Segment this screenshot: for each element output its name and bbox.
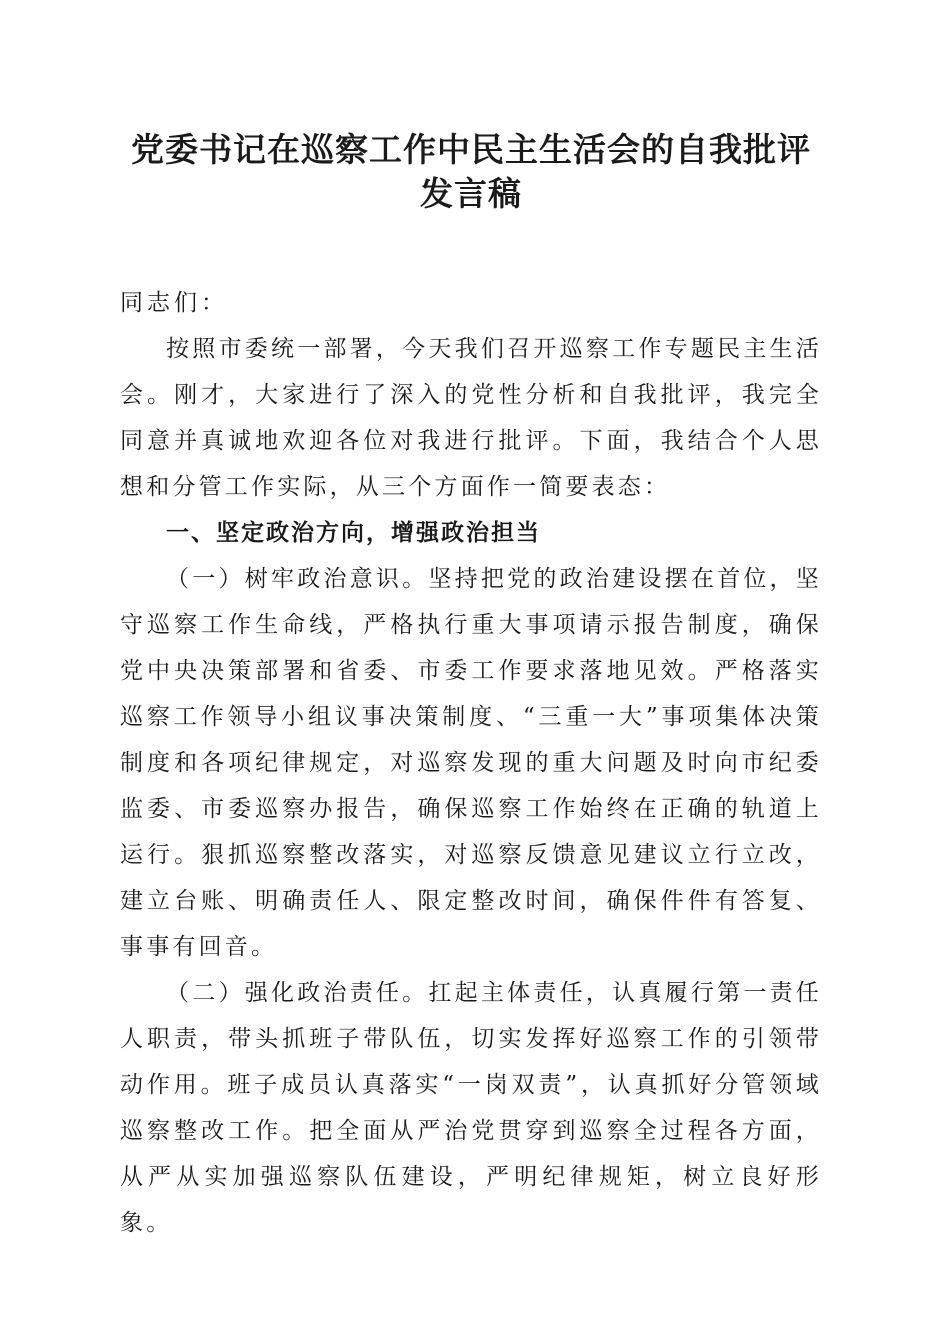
subsection-1-paragraph xyxy=(120,556,822,970)
subsection-2-lead: （二）强化政治责任。 xyxy=(166,980,429,1006)
subsection-1-lead: （一）树牢政治意识。 xyxy=(166,566,429,592)
section-1-heading: 一、坚定政治方向，增强政治担当 xyxy=(166,520,541,546)
title-line-2: 发言稿 xyxy=(420,174,522,213)
subsection-2-body: 扛起主体责任，认真履行第一责任人职责，带头抓班子带队伍，切实发挥好巡察工作的引领带动作用。班子成员认真落实“一岗双责”，认真抓好分管领域巡察整改工作。把全面从严治党贯穿到巡察全过程各方面，从严从实加强巡察队伍建设，严明纪律规矩，树立良好形象。 xyxy=(120,980,823,1236)
document-page xyxy=(120,128,822,1246)
intro-paragraph: 按照市委统一部署，今天我们召开巡察工作专题民主生活会。刚才，大家进行了深入的党性分析和自我批评，我完全同意并真诚地欢迎各位对我进行批评。下面，我结合个人思想和分管工作实际，从三个方面作一简要表态： xyxy=(120,336,822,500)
document-title xyxy=(120,128,822,216)
salutation: 同志们： xyxy=(120,290,228,316)
subsection-2-paragraph xyxy=(120,970,822,1246)
subsection-1-body: 坚持把党的政治建设摆在首位，坚守巡察工作生命线，严格执行重大事项请示报告制度，确保党中央决策部署和省委、市委工作要求落地见效。严格落实巡察工作领导小组议事决策制度、“三重一大”事项集体决策制度和各项纪律规定，对巡察发现的重大问题及时向市纪委监委、市委巡察办报告，确保巡察工作始终在正确的轨道上运行。狠抓巡察整改落实，对巡察反馈意见建议立行立改，建立台账、明确责任人、限定整改时间，确保件件有答复、事事有回音。 xyxy=(120,566,823,960)
title-line-1: 党委书记在巡察工作中民主生活会的自我批评 xyxy=(131,130,811,169)
